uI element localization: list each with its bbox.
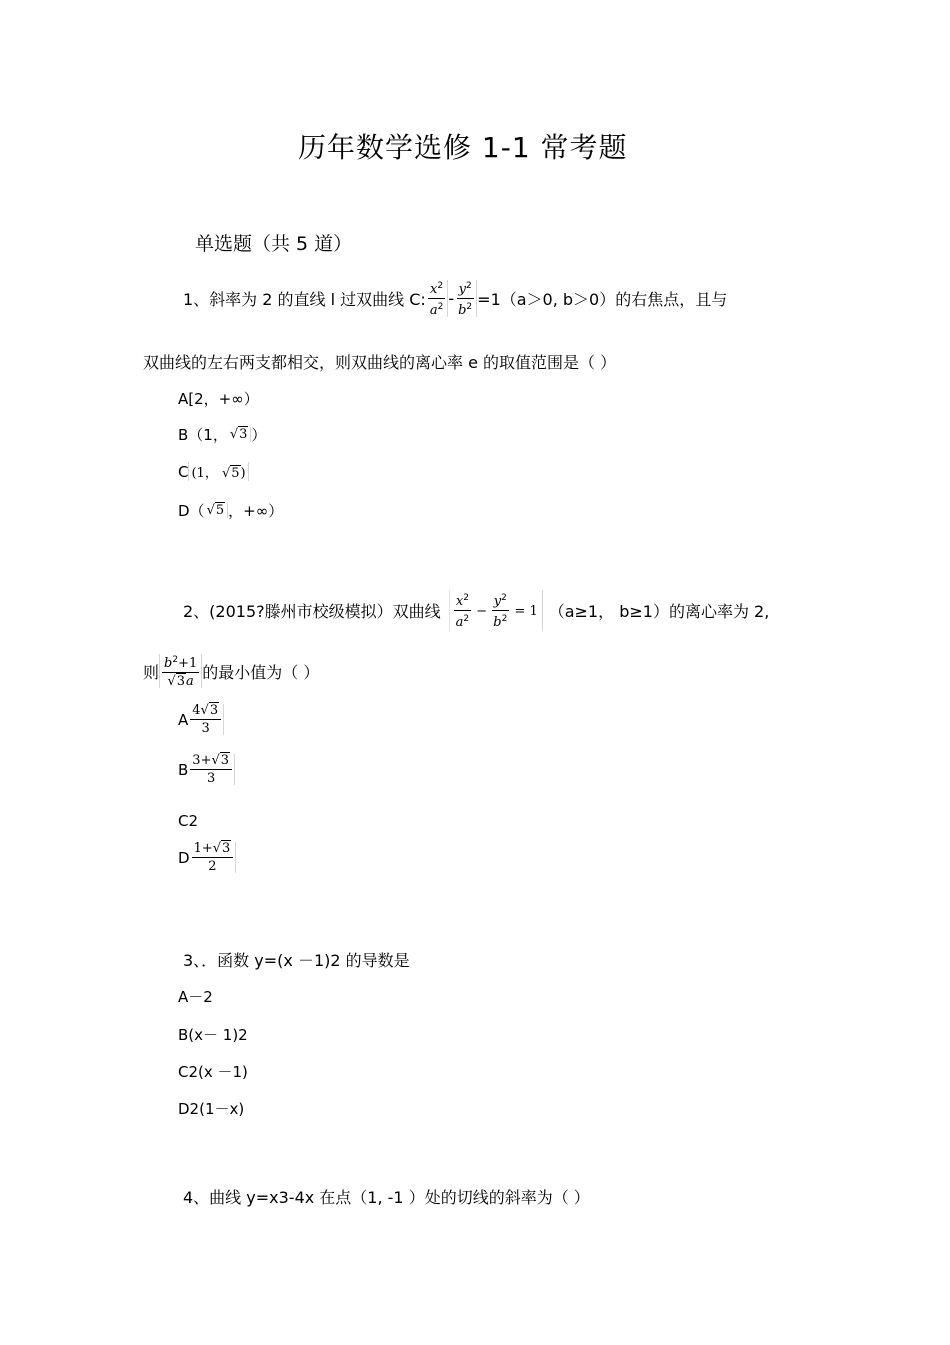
question-2-line-2: 则 $\frac{b^2+1}{√3a}$ 的最小值为（ ）: [143, 655, 320, 689]
question-3: 3、．函数 y=(x －1)2 的导数是: [183, 951, 410, 970]
q2-option-b: B $\frac{3+√3}{3}$: [178, 754, 235, 785]
q3-option-b: B(x－ 1)2: [178, 1026, 248, 1044]
q3-option-a: A－2: [178, 988, 213, 1006]
question-1-stem-end: =1（a＞0, b＞0）的右焦点，且与: [477, 290, 728, 309]
q1-option-c: C (1， √5): [178, 462, 249, 481]
q2-option-d: D $\frac{1+√3}{2}$: [178, 842, 236, 873]
question-1: 1、斜率为 2 的直线 l 过双曲线 C: $\frac{x^2}{a^2}$ - $\frac{y^2}{b^2}$ =1（a＞0, b＞0）的右焦点，且与: [183, 281, 728, 318]
formula-x-over-a: $\frac{x^2}{a^2}$: [426, 280, 449, 317]
question-4: 4、曲线 y=x3-4x 在点（1, -1 ）处的切线的斜率为（ ）: [183, 1188, 590, 1207]
question-1-line-2: 双曲线的左右两支都相交，则双曲线的离心率 e 的取值范围是（ ）: [143, 353, 617, 372]
formula-y-over-b: $\frac{y^2}{b^2}$: [454, 280, 477, 317]
question-2: [183, 590, 769, 631]
page-title: 历年数学选修 1-1 常考题: [298, 131, 628, 164]
q1-option-d: D（ √5 ，+∞）: [178, 502, 284, 520]
q1-option-a: A[2，+∞）: [178, 390, 259, 408]
question-2-stem-end: （a≥1， b≥1）的离心率为 2,: [548, 602, 770, 621]
q1-option-b: B（1， √3 ）: [178, 426, 267, 444]
q2-option-c: C2: [178, 812, 199, 830]
q2-option-a: A $\frac{4√3}{3}$: [178, 704, 224, 735]
section-heading: 单选题（共 5 道）: [195, 233, 353, 255]
question-2-stem-start: 2、(2015?滕州市校级模拟）双曲线: [183, 602, 441, 621]
formula-hyperbola: $\frac{x^2}{a^2}$ − $\frac{y^2}{b^2}$ = 1: [449, 590, 543, 631]
question-1-stem-start: 1、斜率为 2 的直线 l 过双曲线 C:: [183, 290, 426, 309]
q3-option-d: D2(1－x): [178, 1100, 245, 1118]
q3-option-c: C2(x －1): [178, 1063, 248, 1081]
formula-fraction: $\frac{b^2+1}{√3a}$: [159, 654, 202, 688]
